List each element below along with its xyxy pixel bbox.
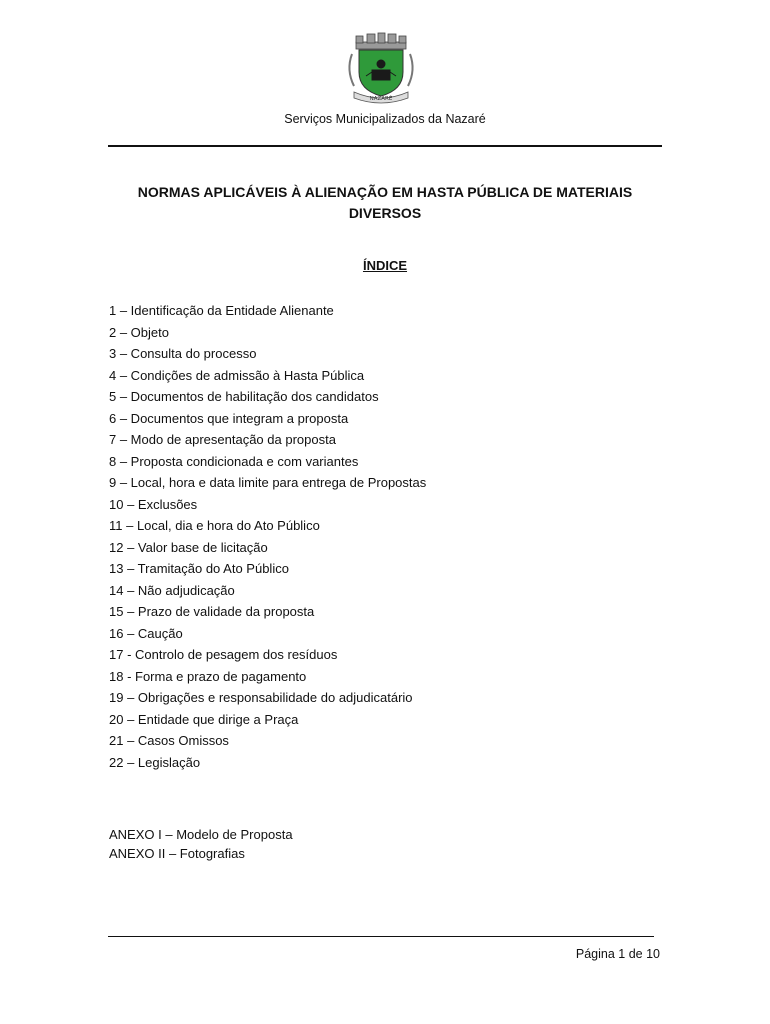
index-item: 13 – Tramitação do Ato Público bbox=[109, 561, 289, 576]
index-item: 10 – Exclusões bbox=[109, 496, 198, 512]
index-item: 5 – Documentos de habilitação dos candidatos bbox=[109, 389, 379, 404]
index-item: 20 – Entidade que dirige a Praça bbox=[109, 711, 299, 727]
index-item: 17 - Controlo de pesagem dos resíduos bbox=[109, 647, 338, 662]
index-item: 15 – Prazo de validade da proposta bbox=[109, 604, 315, 619]
index-item: 16 – Caução bbox=[109, 625, 183, 641]
page-number: Página 1 de 10 bbox=[575, 947, 660, 961]
index-item: 14 – Não adjudicação bbox=[109, 582, 235, 598]
index-item: 22 – Legislação bbox=[109, 754, 201, 770]
index-item: 1 – Identificação da Entidade Alienante bbox=[109, 303, 334, 318]
index-item: 12 – Valor base de licitação bbox=[109, 539, 268, 555]
index-heading: ÍNDICE bbox=[362, 258, 408, 273]
annex-list bbox=[109, 825, 293, 863]
mural-crown-icon bbox=[356, 33, 406, 49]
index-item: 11 – Local, dia e hora do Ato Público bbox=[109, 518, 320, 533]
index-item: 8 – Proposta condicionada e com variantes bbox=[109, 453, 359, 469]
index-item: 18 - Forma e prazo de pagamento bbox=[109, 668, 307, 684]
index-item: 7 – Modo de apresentação da proposta bbox=[109, 432, 336, 447]
organization-name: Serviços Municipalizados da Nazaré bbox=[284, 112, 486, 126]
index-list bbox=[109, 300, 426, 773]
annex-item: ANEXO II – Fotografias bbox=[109, 846, 245, 861]
index-item: 21 – Casos Omissos bbox=[109, 733, 229, 748]
index-item: 9 – Local, hora e data limite para entrega de Propostas bbox=[109, 475, 427, 490]
municipal-crest-logo bbox=[342, 32, 420, 106]
footer-divider bbox=[108, 936, 654, 937]
index-item: 6 – Documentos que integram a proposta bbox=[109, 410, 349, 426]
index-item: 3 – Consulta do processo bbox=[109, 346, 257, 361]
document-title: NORMAS APLICÁVEIS À ALIENAÇÃO EM HASTA PÚBLICA DE MATERIAIS DIVERSOS bbox=[137, 184, 633, 221]
annex-item: ANEXO I – Modelo de Proposta bbox=[109, 827, 293, 842]
crest-ribbon-text: NAZARÉ bbox=[369, 96, 393, 102]
index-item: 4 – Condições de admissão à Hasta Pública bbox=[109, 367, 365, 383]
header-divider bbox=[108, 145, 662, 147]
index-item: 2 – Objeto bbox=[109, 324, 169, 340]
index-item: 19 – Obrigações e responsabilidade do adjudicatário bbox=[109, 690, 413, 705]
